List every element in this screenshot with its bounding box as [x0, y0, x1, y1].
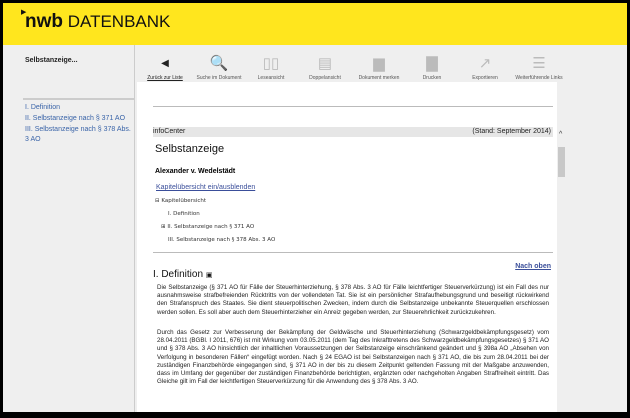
chevron-up-icon[interactable]: ^ [559, 131, 563, 138]
sidebar-item-378[interactable]: III. Selbstanzeige nach § 378 Abs. 3 AO [25, 126, 131, 143]
toggle-toc-link[interactable]: Kapitelübersicht ein/ausblenden [156, 184, 256, 191]
divider [153, 106, 553, 107]
links-list-icon: ☰ [532, 55, 546, 72]
collapse-icon[interactable]: ⊟ [155, 198, 160, 204]
book-icon: ▯▯ [262, 55, 280, 72]
document-title: Selbstanzeige [155, 143, 225, 155]
info-bar [153, 127, 553, 137]
sidebar-title: Selbstanzeige... [25, 57, 78, 64]
scrollbar[interactable] [557, 129, 567, 412]
author: Alexander v. Wedelstädt [155, 168, 236, 175]
divider [153, 252, 553, 253]
paragraph: Die Selbstanzeige (§ 371 AO für Fälle der Steuerhinterziehung, § 378 Abs. 3 AO für Fälle leichtfertiger Steuerverkürzung) ist ein Fall des nur ausnahmsweise strafbefreienden Rücktritts von der vollendeten Tat. Sie ist ein persönlicher Strafaufhebungsgrund und beseitigt rückwirkend den Strafanspruch des Staates. Sie dient steuerpolitischen Zwecken, indem durch die Selbstanzeige unbekannte Steuerquellen erschlossen werden sollen. Es soll aber auch dem Steuerhinterzieher ein Anreiz gegeben werden, zur Steuerehrlichkeit zurückzukehren. [157, 284, 549, 316]
folder-add-icon: ▆ [373, 55, 385, 72]
export-button[interactable]: ↗ Exportieren [455, 53, 515, 81]
sidebar-item-definition[interactable]: I. Definition [25, 104, 61, 111]
back-to-list-button[interactable]: ◀ Zurück zur Liste [135, 53, 195, 81]
pages-icon: ▤ [317, 55, 333, 72]
arrow-left-icon: ◀ [161, 58, 169, 69]
toc-item[interactable]: ⊞ II. Selbstanzeige nach § 371 AO [161, 224, 255, 230]
bookmark-document-button[interactable]: ▆ Dokument merken [349, 53, 409, 81]
reading-view-button[interactable]: ▯▯ Leseansicht [241, 53, 301, 81]
divider [23, 98, 135, 100]
link-icon[interactable]: ▣ [205, 272, 213, 279]
stand-date: (Stand: September 2014) [472, 128, 551, 135]
expand-icon[interactable]: ⊞ [161, 224, 166, 230]
toc-item[interactable]: III. Selbstanzeige nach § 378 Abs. 3 AO [168, 237, 276, 243]
triangle-icon: ▶ [21, 9, 27, 16]
back-to-top-link[interactable]: Nach oben [515, 263, 551, 270]
print-button[interactable]: ▇ Drucken [402, 53, 462, 81]
search-in-document-button[interactable]: 🔍 Suche im Dokument [189, 53, 249, 81]
table-of-contents [155, 198, 275, 250]
header [3, 3, 627, 45]
app-window [3, 3, 627, 412]
document-view [137, 82, 557, 412]
logo[interactable]: ▶ nwb DATENBANK [21, 9, 171, 32]
printer-icon: ▇ [426, 55, 438, 72]
double-view-button[interactable]: ▤ Doppelansicht [295, 53, 355, 81]
toc-header[interactable]: ⊟ Kapitelübersicht [155, 198, 207, 204]
sidebar [3, 45, 135, 412]
toolbar [149, 53, 569, 85]
section-heading: I. Definition ▣ [153, 269, 213, 280]
further-links-button[interactable]: ☰ Weiterführende Links [509, 53, 569, 81]
share-icon: ↗ [478, 55, 492, 72]
paragraph: Durch das Gesetz zur Verbesserung der Bekämpfung der Geldwäsche und Steuerhinterziehung (Schwarzgeldbekämpfungsgesetz) vom 28.04.2011 (BGBl. I 2011, 676) ist mit Wirkung vom 03.05.2011 (dem Tag des Inkrafttretens des Schwarzgeldbekämpfungsgesetzes) § 371 AO und § 378 Abs. 3 AO hinsichtlich der inhaltlichen Voraussetzungen der Selbstanzeige einschränkend geändert und § 398a AO „Absehen von Verfolgung in besonderen Fällen“ eingefügt worden. Nach § 24 EGAO ist bei Selbstanzeigen nach § 371 AO, die bis zum 28.04.2011 bei der zuständigen Finanzbehörde eingegangen sind, § 371 AO in der bis zu diesem Zeitpunkt geltenden Fassung mit der Maßgabe anzuwenden, dass im Umfang der gegenüber der zuständigen Finanzbehörde berichtigten, ergänzten oder nachgeholten Angaben Straffreiheit eintritt. Das Gleiche gilt im Fall der leichtfertigen Steuerverkürzung für die Anwendung des § 378 Abs. 3 AO. [157, 329, 549, 386]
scrollbar-thumb[interactable] [558, 147, 565, 177]
toc-item[interactable]: I. Definition [168, 211, 200, 217]
sidebar-item-371[interactable]: II. Selbstanzeige nach § 371 AO [25, 115, 126, 122]
search-document-icon: 🔍 [209, 55, 229, 72]
source-label: infoCenter [153, 128, 186, 135]
